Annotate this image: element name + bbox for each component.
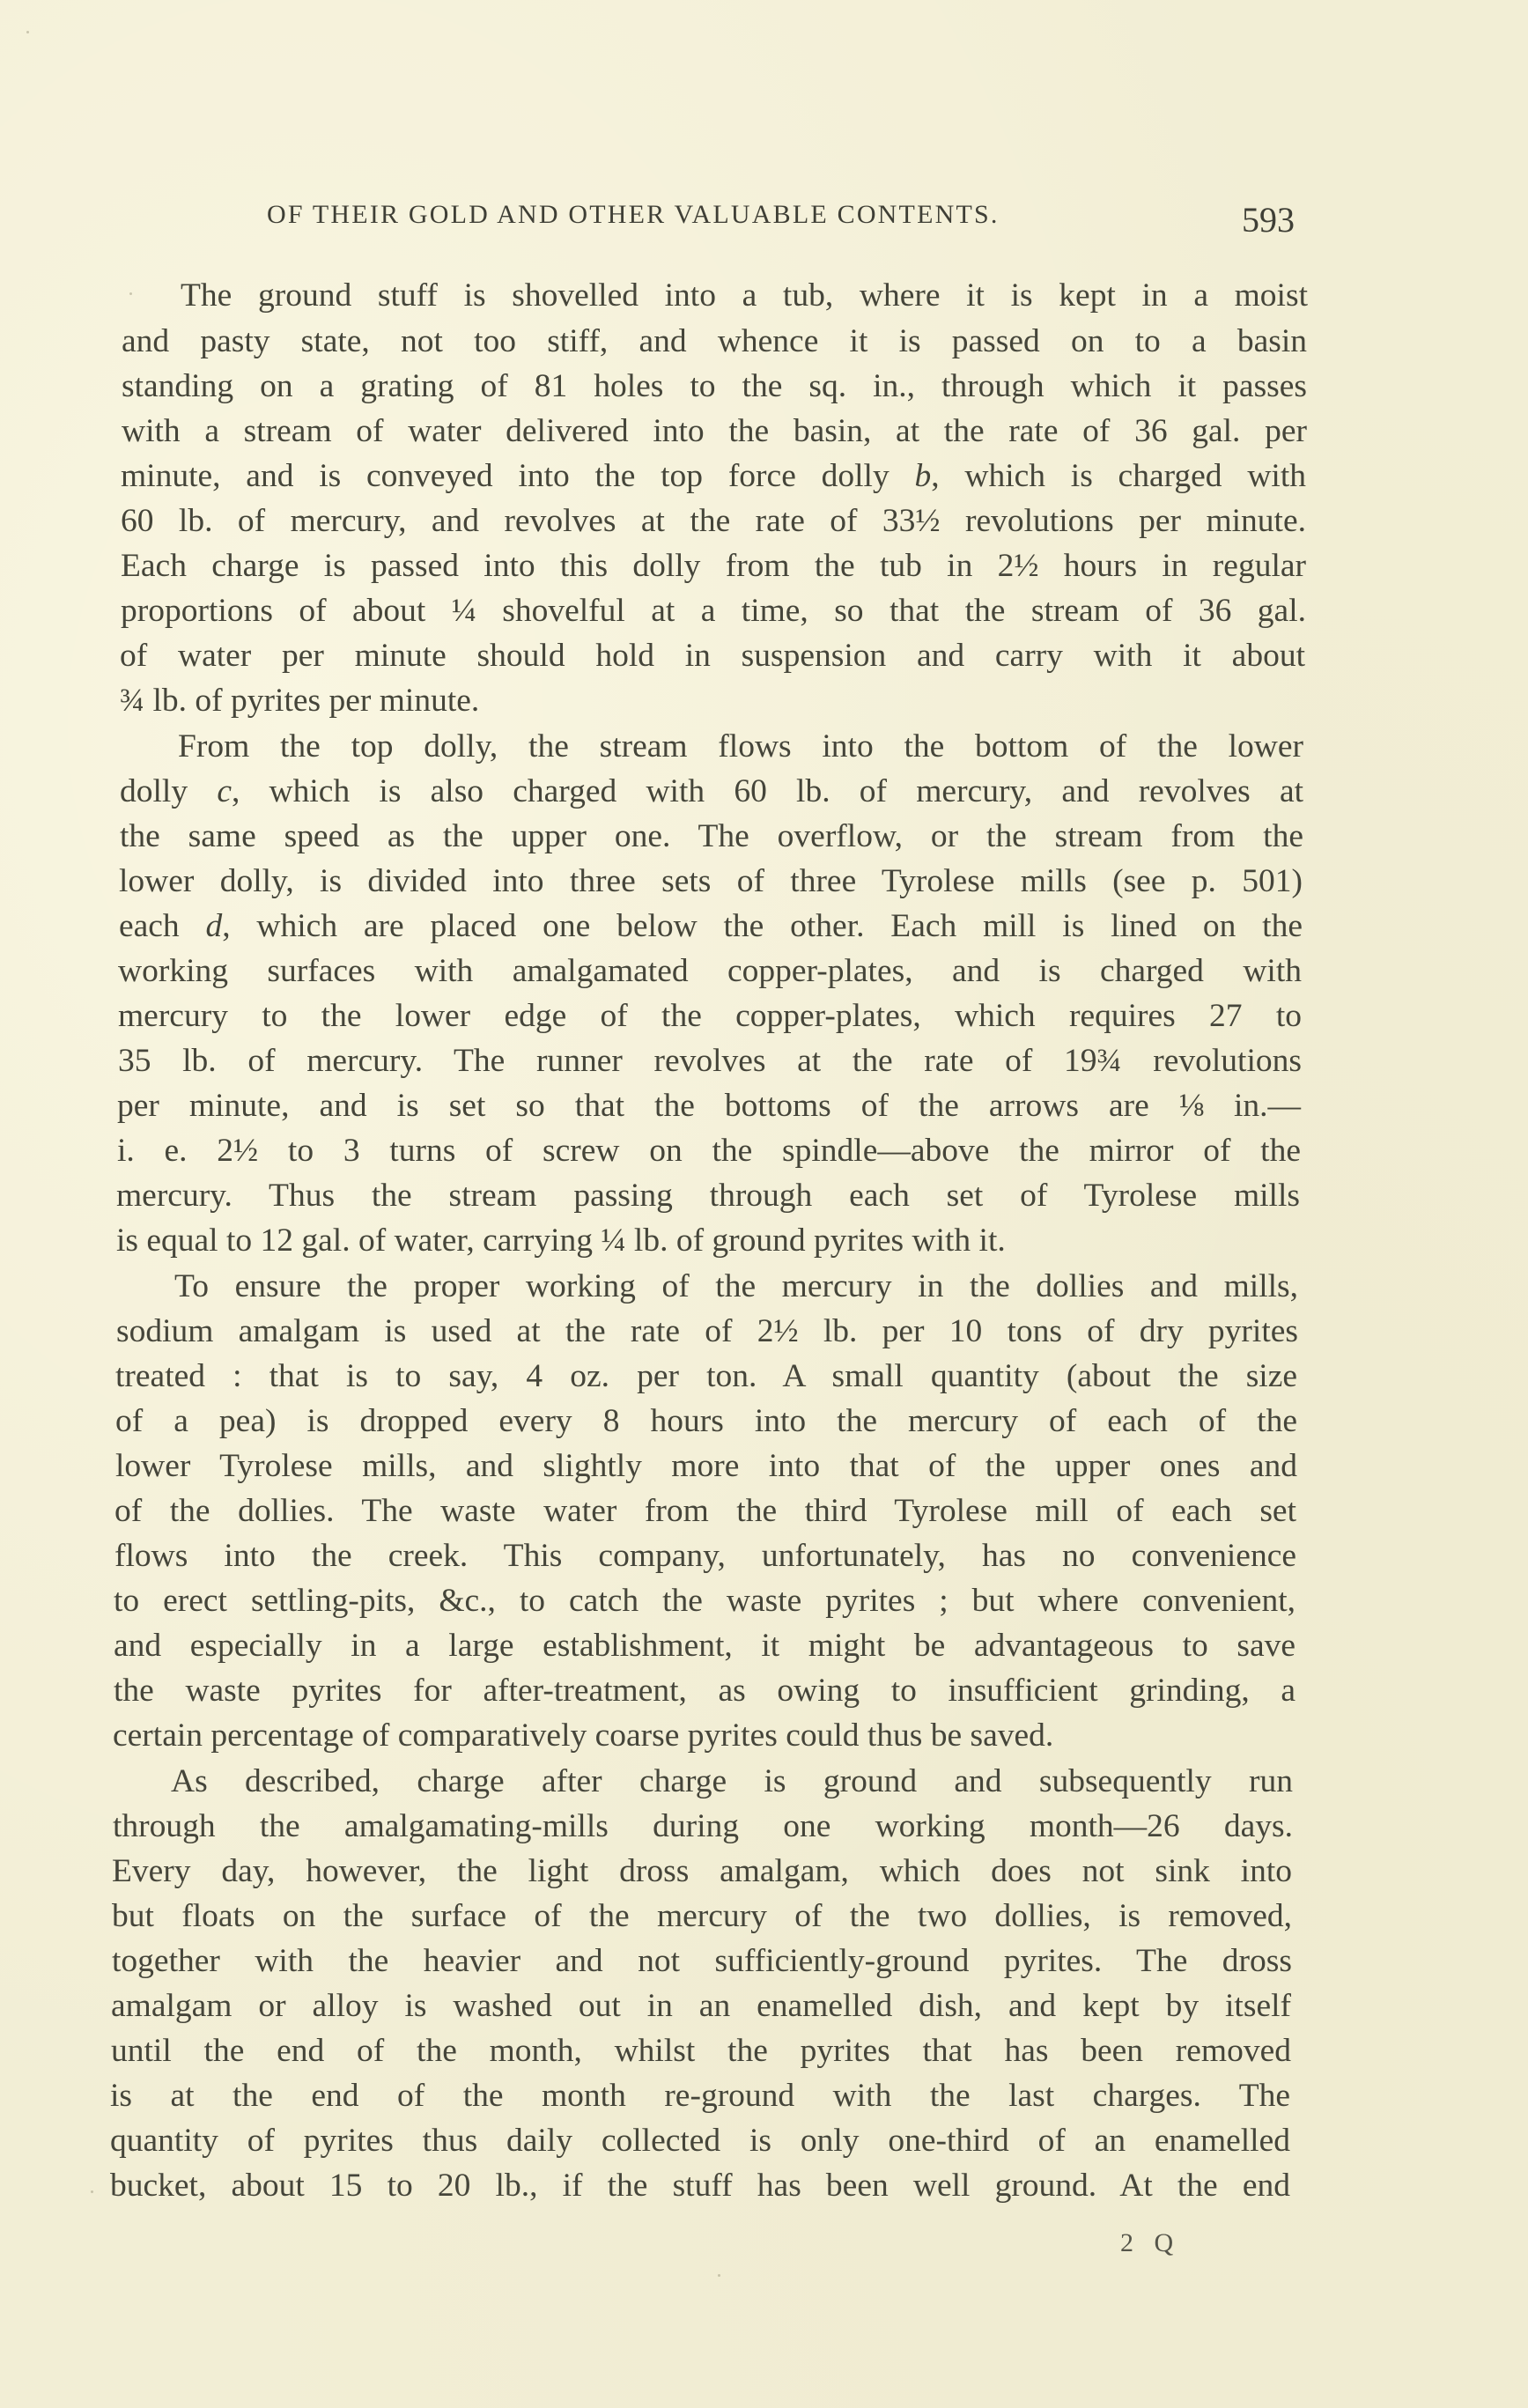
text-line: treated : that is to say, 4 oz. per ton. A small quantity (about the size: [115, 1358, 1297, 1394]
text-line: of a pea) is dropped every 8 hours into the mercury of each of the: [115, 1403, 1297, 1439]
text-line: lower Tyrolese mills, and slightly more into that of the upper ones and: [115, 1448, 1297, 1484]
text-line: Each charge is passed into this dolly from the tub in 2½ hours in regular: [121, 548, 1306, 584]
text-line: standing on a grating of 81 holes to the sq. in., through which it passes: [122, 368, 1307, 404]
text-line: until the end of the month, whilst the pyrites that has been removed: [111, 2033, 1291, 2069]
text-line: together with the heavier and not sufficiently-ground pyrites. The dross: [112, 1943, 1292, 1979]
text-line: 60 lb. of mercury, and revolves at the rate of 33½ revolutions per minute.: [121, 503, 1306, 539]
text-line: 35 lb. of mercury. The runner revolves at the rate of 19¾ revolutions: [118, 1043, 1302, 1079]
text-line: mercury. Thus the stream passing through each set of Tyrolese mills: [116, 1178, 1300, 1214]
text-line: but floats on the surface of the mercury of the two dollies, is removed,: [112, 1898, 1292, 1934]
paper-speck: [718, 2274, 720, 2277]
signature-mark: 2 Q: [1120, 2228, 1181, 2257]
text-line: the waste pyrites for after-treatment, as owing to insufficient grinding, a: [114, 1673, 1295, 1709]
text-line: each d, which are placed one below the other. Each mill is lined on the: [119, 908, 1303, 944]
text-line: ¾ lb. of pyrites per minute.: [120, 683, 480, 719]
paper-speck: [26, 31, 29, 33]
text-line: and pasty state, not too stiff, and whence it is passed on to a basin: [122, 323, 1307, 359]
text-line: minute, and is conveyed into the top force dolly b, which is charged with: [121, 458, 1306, 494]
text-line: flows into the creek. This company, unfortunately, has no convenience: [114, 1538, 1296, 1574]
text-line: per minute, and is set so that the bottoms of the arrows are ⅛ in.—: [117, 1088, 1301, 1124]
text-line: with a stream of water delivered into the basin, at the rate of 36 gal. per: [122, 413, 1307, 449]
text-line: i. e. 2½ to 3 turns of screw on the spindle—above the mirror of the: [117, 1133, 1301, 1169]
text-line: to erect settling-pits, &c., to catch the waste pyrites ; but where convenient,: [114, 1583, 1295, 1619]
text-line: is at the end of the month re-ground with the last charges. The: [110, 2078, 1290, 2114]
text-line: certain percentage of comparatively coarse pyrites could thus be saved.: [113, 1717, 1054, 1754]
text-line: through the amalgamating-mills during one working month—26 days.: [113, 1808, 1293, 1844]
text-line: of water per minute should hold in suspension and carry with it about: [120, 638, 1305, 674]
text-line: Every day, however, the light dross amalgam, which does not sink into: [112, 1853, 1292, 1889]
text-line: lower dolly, is divided into three sets of three Tyrolese mills (see p. 501): [119, 863, 1303, 899]
text-line: is equal to 12 gal. of water, carrying ¼ lb. of ground pyrites with it.: [116, 1222, 1006, 1259]
text-line: sodium amalgam is used at the rate of 2½ lb. per 10 tons of dry pyrites: [116, 1313, 1298, 1349]
text-line: of the dollies. The waste water from the third Tyrolese mill of each set: [114, 1493, 1296, 1529]
text-line: amalgam or alloy is washed out in an enamelled dish, and kept by itself: [111, 1988, 1291, 2024]
text-line: mercury to the lower edge of the copper-plates, which requires 27 to: [118, 998, 1302, 1034]
paper-speck: [129, 292, 132, 295]
text-line: From the top dolly, the stream flows into the bottom of the lower: [178, 728, 1303, 765]
text-line: To ensure the proper working of the mercury in the dollies and mills,: [174, 1268, 1298, 1304]
text-line: dolly c, which is also charged with 60 lb. of mercury, and revolves at: [120, 773, 1304, 809]
text-line: the same speed as the upper one. The overflow, or the stream from the: [120, 818, 1303, 854]
paper-speck: [91, 2190, 93, 2193]
text-line: proportions of about ¼ shovelful at a time, so that the stream of 36 gal.: [121, 593, 1306, 629]
running-head: OF THEIR GOLD AND OTHER VALUABLE CONTENTS.: [267, 200, 1000, 229]
text-line: and especially in a large establishment, it might be advantageous to save: [114, 1628, 1295, 1664]
text-line: The ground stuff is shovelled into a tub, where it is kept in a moist: [181, 277, 1308, 314]
text-line: quantity of pyrites thus daily collected is only one-third of an enamelled: [110, 2123, 1290, 2159]
text-line: As described, charge after charge is ground and subsequently run: [171, 1763, 1293, 1799]
page-number: 593: [1242, 200, 1295, 240]
text-line: working surfaces with amalgamated copper-plates, and is charged with: [118, 953, 1302, 989]
text-line: bucket, about 15 to 20 lb., if the stuff has been well ground. At the end: [110, 2168, 1290, 2204]
